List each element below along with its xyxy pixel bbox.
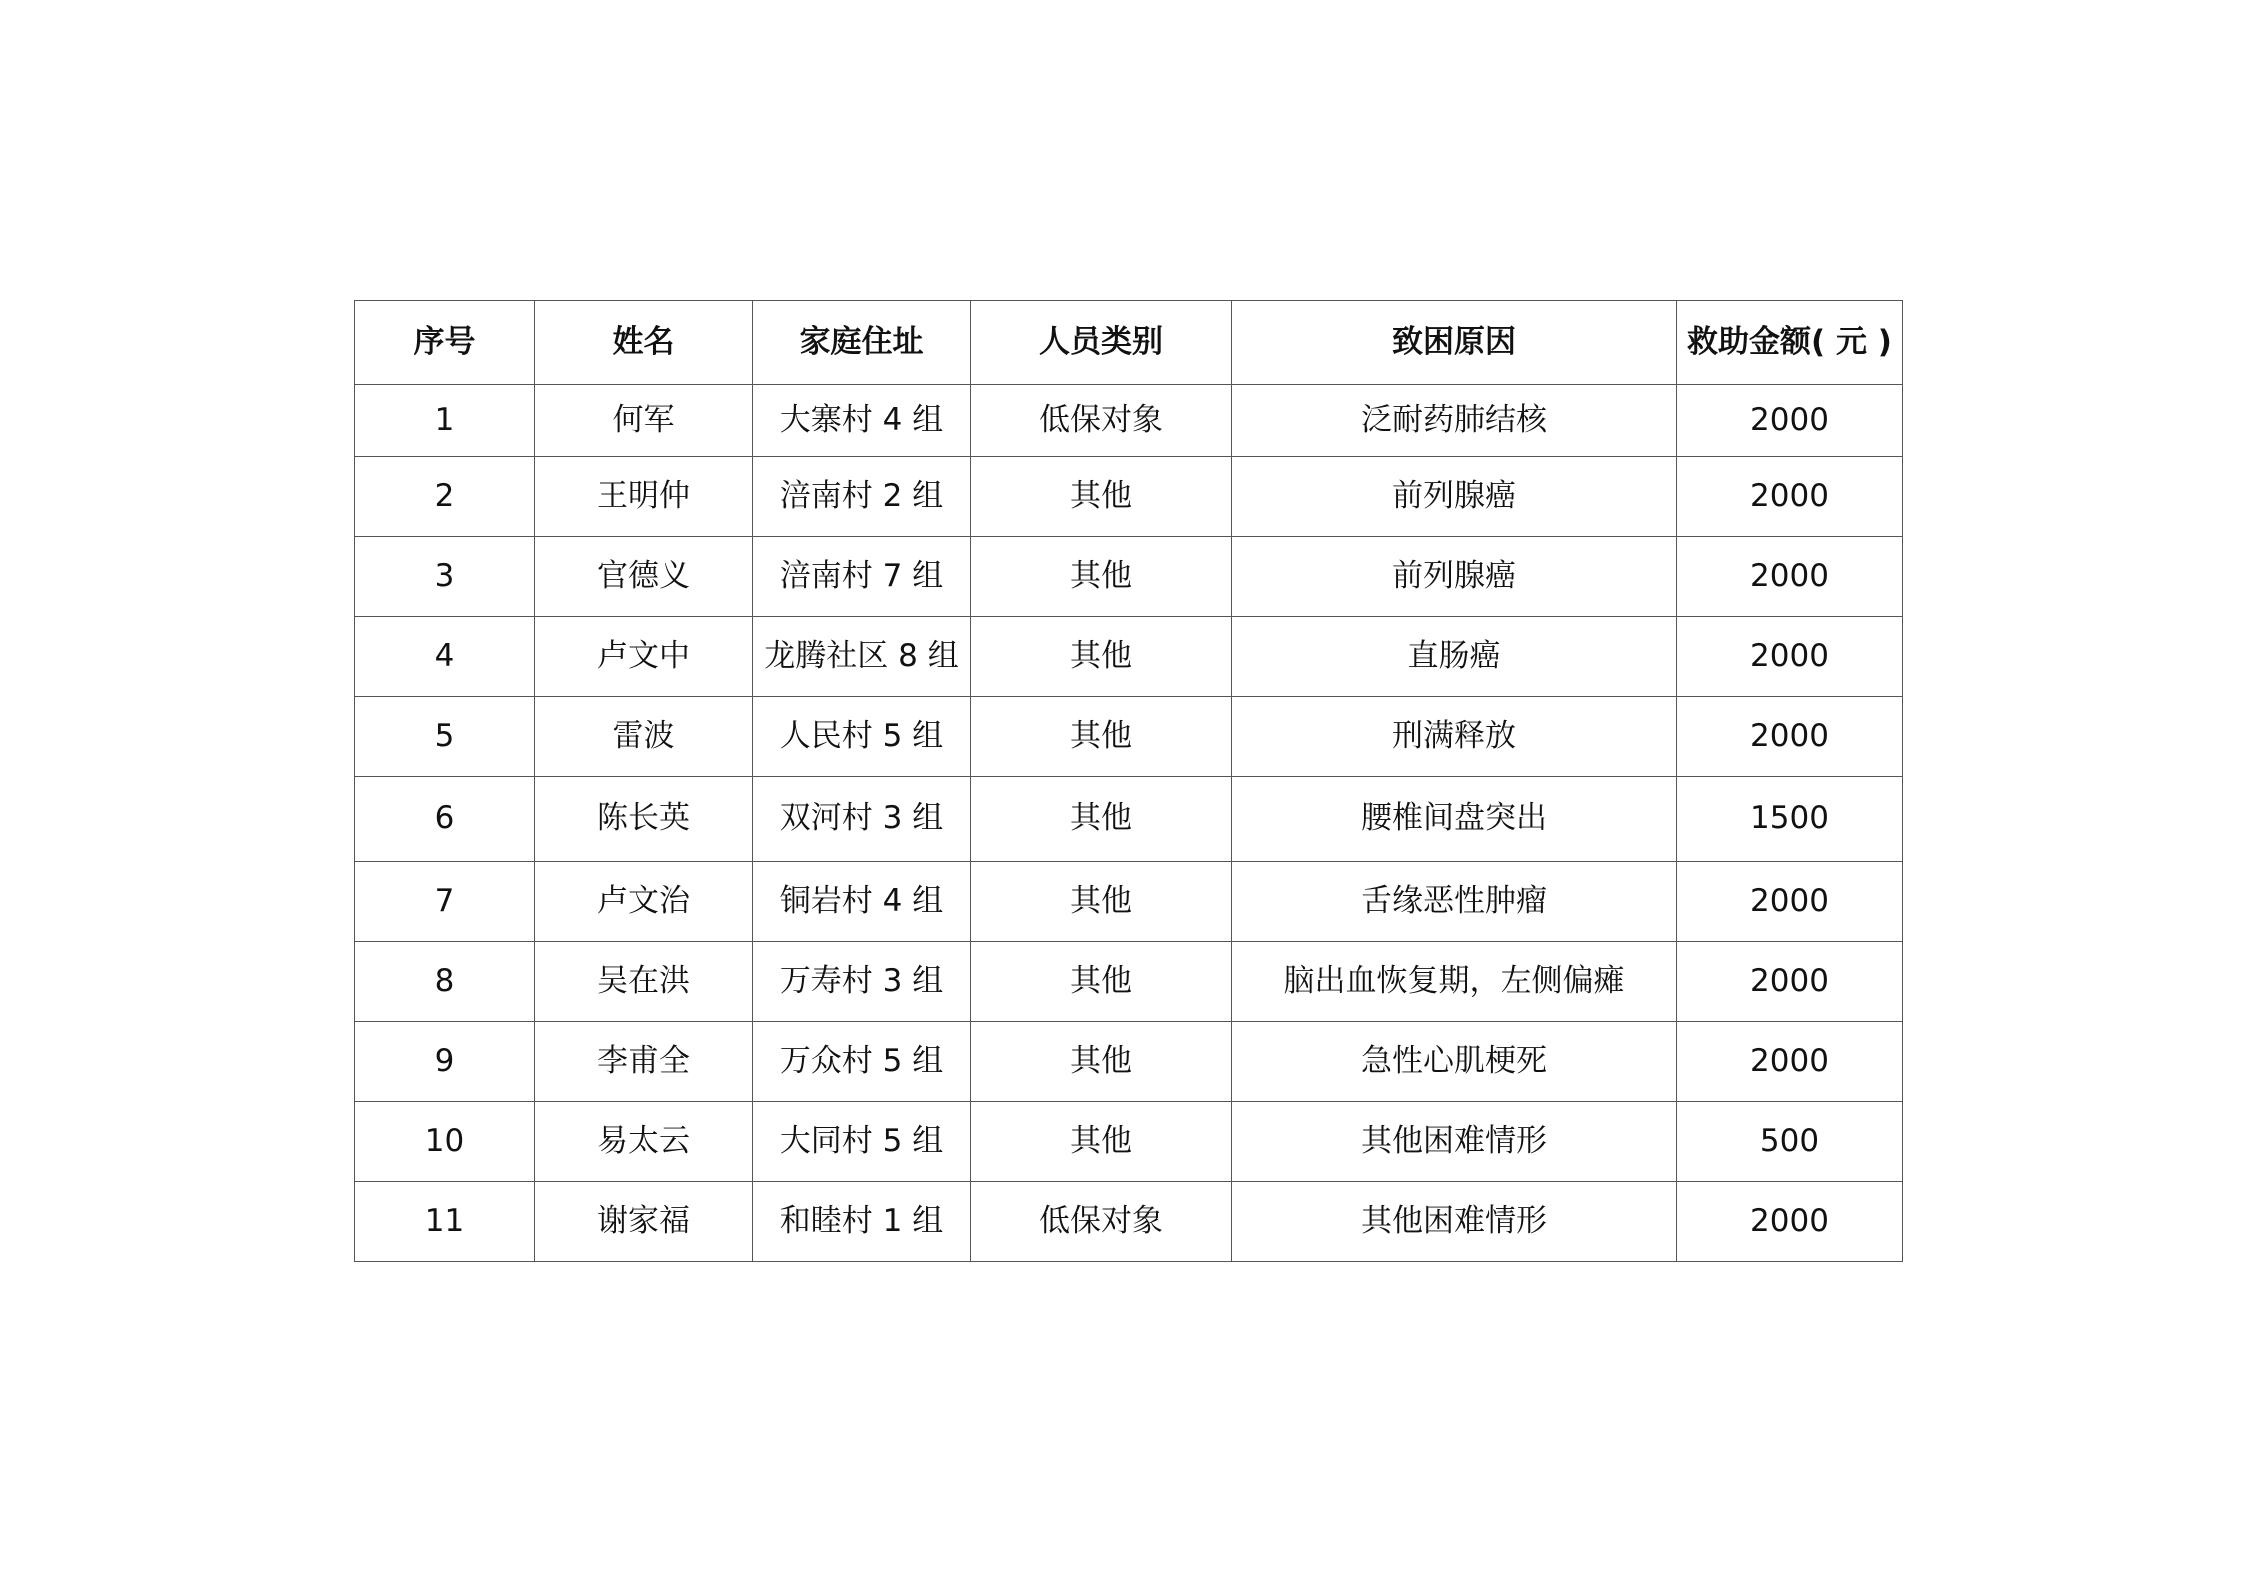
cell-no: 3 <box>355 537 535 617</box>
cell-name: 卢文中 <box>535 617 753 697</box>
cell-no: 2 <box>355 457 535 537</box>
cell-category: 其他 <box>971 942 1232 1022</box>
cell-address: 大寨村 4 组 <box>753 385 971 457</box>
cell-name: 何军 <box>535 385 753 457</box>
cell-cause: 前列腺癌 <box>1232 537 1677 617</box>
table-row <box>355 457 1903 537</box>
cell-category: 其他 <box>971 697 1232 777</box>
relief-table <box>354 300 1903 1262</box>
header-address: 家庭住址 <box>753 301 971 385</box>
header-category: 人员类别 <box>971 301 1232 385</box>
cell-category: 其他 <box>971 1102 1232 1182</box>
cell-no: 9 <box>355 1022 535 1102</box>
cell-address: 万寿村 3 组 <box>753 942 971 1022</box>
cell-amount: 2000 <box>1677 385 1903 457</box>
cell-category: 低保对象 <box>971 1182 1232 1262</box>
cell-no: 10 <box>355 1102 535 1182</box>
cell-cause: 其他困难情形 <box>1232 1182 1677 1262</box>
table-row <box>355 1102 1903 1182</box>
cell-amount: 2000 <box>1677 1022 1903 1102</box>
cell-category: 其他 <box>971 777 1232 862</box>
cell-cause: 其他困难情形 <box>1232 1102 1677 1182</box>
table-row <box>355 697 1903 777</box>
cell-amount: 2000 <box>1677 697 1903 777</box>
cell-address: 大同村 5 组 <box>753 1102 971 1182</box>
cell-cause: 直肠癌 <box>1232 617 1677 697</box>
cell-name: 雷波 <box>535 697 753 777</box>
cell-amount: 2000 <box>1677 942 1903 1022</box>
cell-amount: 2000 <box>1677 862 1903 942</box>
cell-category: 其他 <box>971 537 1232 617</box>
table-body <box>355 385 1903 1262</box>
cell-amount: 500 <box>1677 1102 1903 1182</box>
cell-no: 4 <box>355 617 535 697</box>
cell-name: 陈长英 <box>535 777 753 862</box>
cell-cause: 前列腺癌 <box>1232 457 1677 537</box>
table-row <box>355 1022 1903 1102</box>
cell-cause: 泛耐药肺结核 <box>1232 385 1677 457</box>
cell-category: 其他 <box>971 1022 1232 1102</box>
cell-cause: 舌缘恶性肿瘤 <box>1232 862 1677 942</box>
cell-category: 其他 <box>971 862 1232 942</box>
cell-amount: 1500 <box>1677 777 1903 862</box>
table-row <box>355 537 1903 617</box>
cell-cause: 腰椎间盘突出 <box>1232 777 1677 862</box>
cell-cause: 急性心肌梗死 <box>1232 1022 1677 1102</box>
cell-amount: 2000 <box>1677 537 1903 617</box>
cell-address: 双河村 3 组 <box>753 777 971 862</box>
header-name: 姓名 <box>535 301 753 385</box>
cell-name: 王明仲 <box>535 457 753 537</box>
cell-no: 1 <box>355 385 535 457</box>
cell-amount: 2000 <box>1677 457 1903 537</box>
cell-address: 万众村 5 组 <box>753 1022 971 1102</box>
cell-no: 6 <box>355 777 535 862</box>
cell-cause: 脑出血恢复期，左侧偏瘫 <box>1232 942 1677 1022</box>
cell-category: 其他 <box>971 617 1232 697</box>
cell-no: 5 <box>355 697 535 777</box>
table-row <box>355 1182 1903 1262</box>
cell-name: 官德义 <box>535 537 753 617</box>
header-cause: 致困原因 <box>1232 301 1677 385</box>
cell-amount: 2000 <box>1677 617 1903 697</box>
cell-address: 涪南村 7 组 <box>753 537 971 617</box>
cell-address: 和睦村 1 组 <box>753 1182 971 1262</box>
cell-address: 龙腾社区 8 组 <box>753 617 971 697</box>
header-amount: 救助金额( 元 ) <box>1677 301 1903 385</box>
cell-category: 低保对象 <box>971 385 1232 457</box>
table-row <box>355 777 1903 862</box>
cell-no: 8 <box>355 942 535 1022</box>
cell-category: 其他 <box>971 457 1232 537</box>
cell-name: 李甫全 <box>535 1022 753 1102</box>
cell-address: 涪南村 2 组 <box>753 457 971 537</box>
header-row <box>355 301 1903 385</box>
cell-no: 11 <box>355 1182 535 1262</box>
cell-amount: 2000 <box>1677 1182 1903 1262</box>
cell-no: 7 <box>355 862 535 942</box>
table-row <box>355 385 1903 457</box>
cell-address: 铜岩村 4 组 <box>753 862 971 942</box>
table-row <box>355 862 1903 942</box>
cell-cause: 刑满释放 <box>1232 697 1677 777</box>
cell-name: 易太云 <box>535 1102 753 1182</box>
relief-list-sheet <box>354 300 1903 1262</box>
cell-address: 人民村 5 组 <box>753 697 971 777</box>
cell-name: 谢家福 <box>535 1182 753 1262</box>
table-row <box>355 942 1903 1022</box>
header-no: 序号 <box>355 301 535 385</box>
cell-name: 吴在洪 <box>535 942 753 1022</box>
table-row <box>355 617 1903 697</box>
cell-name: 卢文治 <box>535 862 753 942</box>
